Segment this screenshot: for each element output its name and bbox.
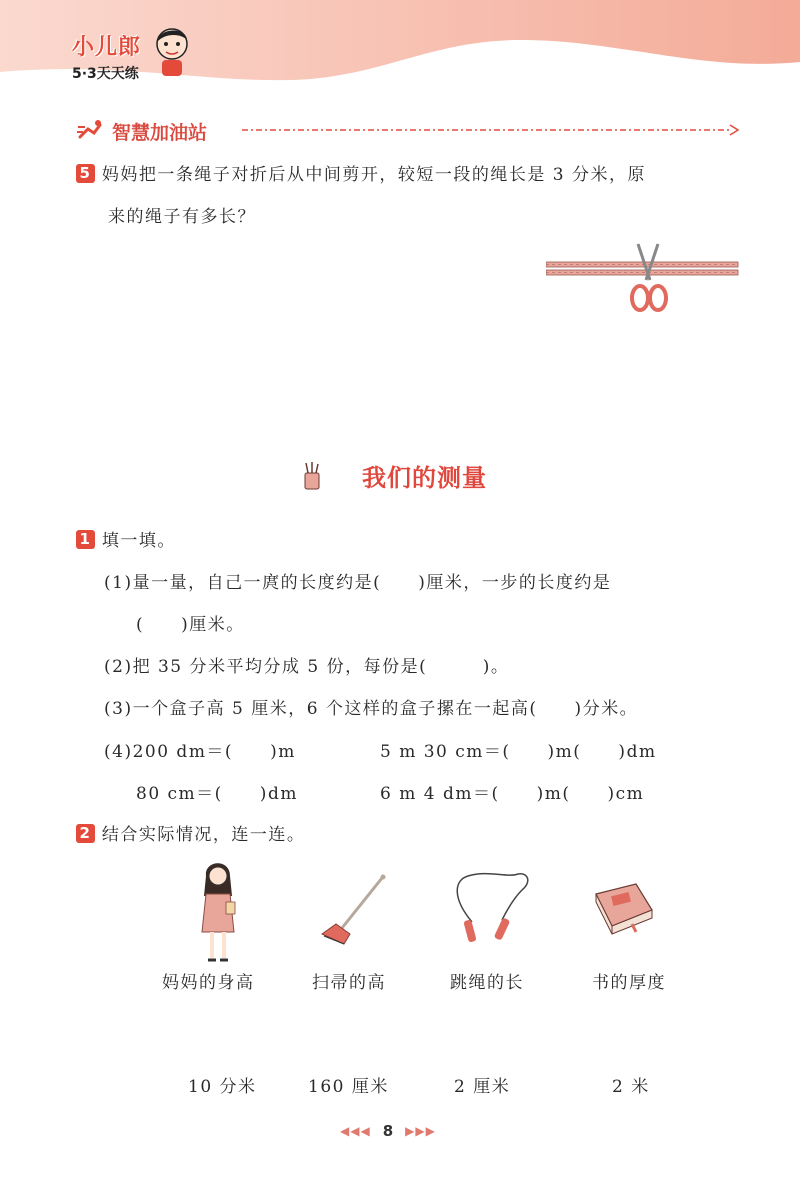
boy-mascot-icon [152,22,192,80]
problem-number-badge: 5 [76,164,95,183]
label-broom-height: 扫帚的高 [312,973,386,993]
option-10-dm: 10 分米 [188,1077,257,1097]
logo-main-text: 小儿郎 [72,35,142,60]
section-header [76,116,207,146]
question-1-title: 填一填。 [101,531,176,551]
q1-item-4b: 5 m 30 cm＝( )m( )dm [380,742,657,762]
option-2-m: 2 米 [612,1077,650,1097]
label-mother-height: 妈妈的身高 [162,973,255,993]
dash-divider [242,122,742,138]
problem-5-line-1 [76,160,646,185]
q1-item-4d: 6 m 4 dm＝( )m( )cm [380,784,645,804]
right-arrows-icon: ▶▶▶ [405,1124,436,1138]
option-160-cm: 160 厘米 [308,1077,389,1097]
question-2-heading [76,820,305,845]
question-1-heading [76,526,176,551]
q1-item-1-line-1: (1)量一量，自己一庹的长度约是( )厘米，一步的长度约是 [104,573,612,593]
problem-5-line-2: 来的绳子有多长？ [108,207,256,227]
measure-section-title [300,458,487,493]
jump-rope-icon [448,868,538,950]
q1-item-4c: 80 cm＝( )dm [136,784,298,804]
question-2-badge: 2 [76,824,95,843]
measure-title-text: 我们的测量 [362,464,487,492]
left-arrows-icon: ◀◀◀ [340,1124,371,1138]
question-2-title: 结合实际情况，连一连。 [101,825,306,845]
logo [72,30,141,83]
q1-item-1-line-2: ( )厘米。 [136,615,245,635]
runner-icon [76,119,104,143]
broom-icon [320,874,390,946]
q1-item-2: (2)把 35 分米平均分成 5 份，每份是( )。 [104,657,510,677]
section-title: 智慧加油站 [112,121,208,144]
question-1-badge: 1 [76,530,95,549]
mother-figure-icon [196,856,240,964]
q1-item-3: (3)一个盒子高 5 厘米，6 个这样的盒子摞在一起高( )分米。 [104,699,639,719]
rope-scissors-illustration [546,240,746,320]
option-2-cm: 2 厘米 [454,1077,511,1097]
label-rope-length: 跳绳的长 [450,973,524,993]
page-footer [340,1122,436,1140]
page-number: 8 [382,1122,394,1140]
logo-sub-text: 5·3天天练 [72,66,139,82]
pencil-cup-icon [300,461,324,491]
q1-item-4a: (4)200 dm＝( )m [104,742,296,762]
label-book-thickness: 书的厚度 [592,973,666,993]
book-icon [590,880,658,936]
problem-5-text-1: 妈妈把一条绳子对折后从中间剪开，较短一段的绳长是 3 分米，原 [101,165,647,185]
